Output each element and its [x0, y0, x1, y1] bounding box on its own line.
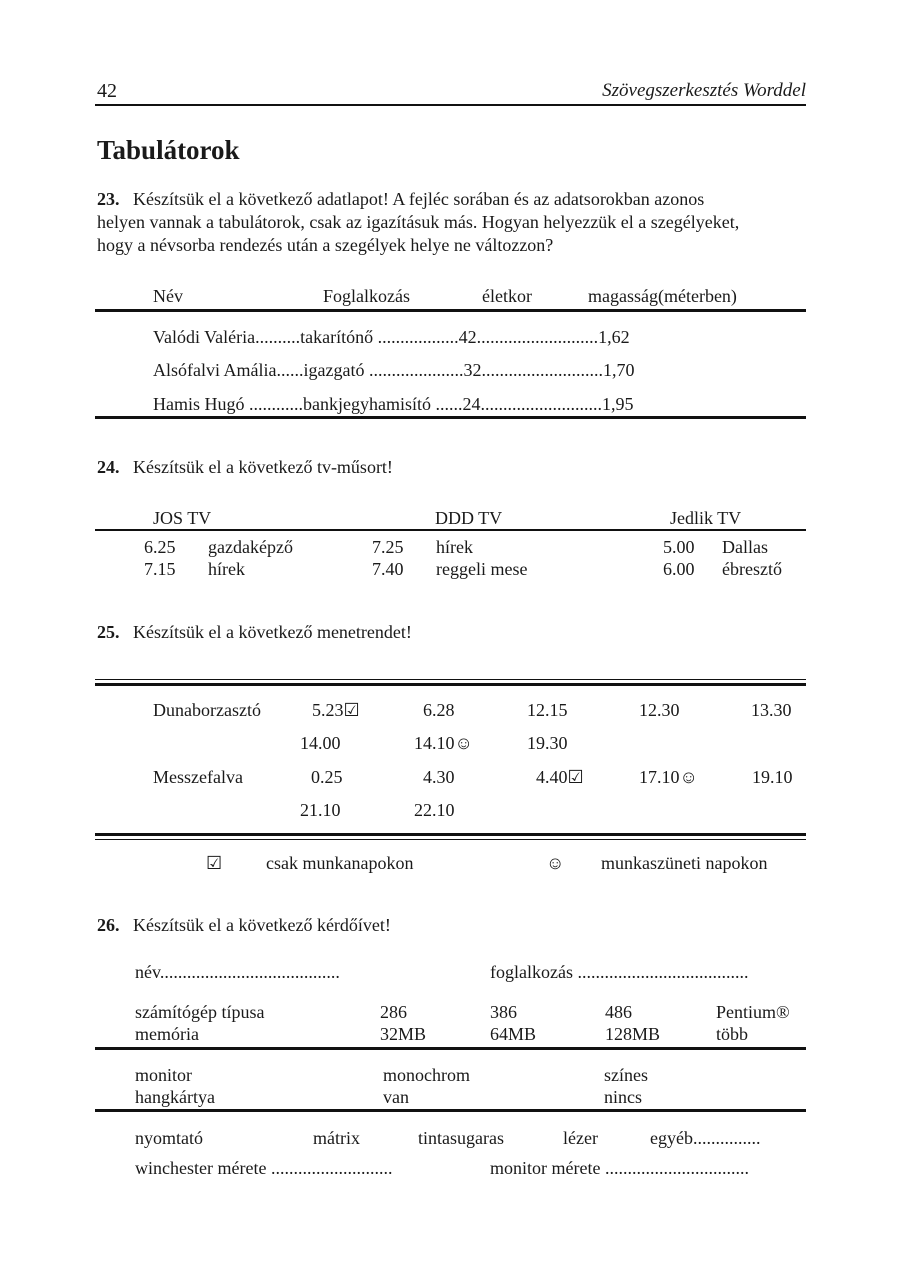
departure-time: 13.30 — [751, 700, 792, 720]
option-386[interactable]: 386 — [490, 1002, 517, 1022]
monitor-label: monitor — [135, 1065, 192, 1085]
tv-time: 5.00 — [663, 537, 695, 557]
option-matrix[interactable]: mátrix — [313, 1128, 360, 1148]
timetable-rule-top-thin — [95, 679, 806, 680]
option-monochrome[interactable]: monochrom — [383, 1065, 470, 1085]
name-field[interactable] — [135, 961, 340, 983]
departure-time: 12.30 — [639, 700, 680, 720]
option-128mb[interactable]: 128MB — [605, 1024, 661, 1044]
exercise-number: 24. — [97, 457, 120, 477]
exercise-23-line-2: helyen vannak a tabulátorok, csak az igazításuk más. Hogyan helyezzük el a szegélyeket, — [97, 212, 740, 232]
departure-time: 19.10 — [752, 767, 793, 787]
exercise-23-line-3: hogy a névsorba rendezés után a szegélyek helye ne változzon? — [97, 235, 554, 255]
departure-time: 6.28 — [423, 700, 455, 720]
table-row: Alsófalvi Amália......igazgató .....................32...........................1,70 — [153, 360, 635, 380]
departure-time: 14.10☺ — [414, 733, 473, 753]
option-no[interactable]: nincs — [604, 1087, 642, 1107]
smiley-icon: ☺ — [546, 853, 565, 873]
memory-label: memória — [135, 1024, 199, 1044]
exercise-number: 23. — [97, 189, 120, 209]
tv-show: Dallas — [722, 537, 768, 557]
option-286[interactable]: 286 — [380, 1002, 407, 1022]
header-rule — [95, 104, 806, 106]
departure-time: 0.25 — [311, 767, 343, 787]
option-more[interactable]: több — [716, 1024, 749, 1044]
option-yes[interactable]: van — [383, 1087, 409, 1107]
option-other[interactable]: egyéb............... — [650, 1128, 761, 1148]
tv-time: 7.15 — [144, 559, 176, 579]
timetable-rule-bottom-thin — [95, 839, 806, 840]
table-row: Valódi Valéria..........takarítónő ..................42...........................1,62 — [153, 327, 630, 347]
tv-show: hírek — [436, 537, 473, 557]
tv-header-rule — [95, 529, 806, 531]
exercise-number: 25. — [97, 622, 120, 642]
column-header-height: magasság(méterben) — [588, 286, 737, 306]
departure-time: 5.23☑ — [312, 700, 360, 720]
occupation-field[interactable] — [490, 961, 748, 983]
tv-show: hírek — [208, 559, 245, 579]
monitor-size-label: monitor mérete — [490, 1158, 601, 1178]
legend-label: munkaszüneti napokon — [601, 853, 768, 873]
monitor-size-fill-leader[interactable]: ................................ — [600, 1158, 749, 1178]
channel-header: DDD TV — [435, 508, 503, 528]
tv-time: 7.40 — [372, 559, 404, 579]
hdd-size-fill-leader[interactable]: ........................... — [266, 1158, 393, 1178]
other-fill-leader[interactable]: ............... — [692, 1128, 761, 1148]
channel-header: Jedlik TV — [670, 508, 742, 528]
exercise-24: 24. Készítsük el a következő tv-műsort! — [97, 457, 393, 477]
departure-time: 21.10 — [300, 800, 341, 820]
option-pentium[interactable]: Pentium® — [716, 1002, 790, 1022]
channel-header: JOS TV — [153, 508, 212, 528]
departure-time: 17.10☺ — [639, 767, 698, 787]
option-color[interactable]: színes — [604, 1065, 648, 1085]
printer-label: nyomtató — [135, 1128, 203, 1148]
tv-time: 7.25 — [372, 537, 404, 557]
monitor-size-field[interactable] — [490, 1157, 749, 1179]
column-header-occupation: Foglalkozás — [323, 286, 410, 306]
running-title: Szövegszerkesztés Worddel — [602, 80, 806, 101]
column-header-name: Név — [153, 286, 183, 306]
departure-time: 14.00 — [300, 733, 341, 753]
computer-type-label: számítógép típusa — [135, 1002, 265, 1022]
hdd-size-label: winchester mérete — [135, 1158, 267, 1178]
table-row: Hamis Hugó ............bankjegyhamisító ......24...........................1,95 — [153, 394, 634, 414]
option-32mb[interactable]: 32MB — [380, 1024, 427, 1044]
tv-show: reggeli mese — [436, 559, 528, 579]
departure-time: 12.15 — [527, 700, 568, 720]
departure-time: 19.30 — [527, 733, 568, 753]
station-name: Messzefalva — [153, 767, 243, 787]
exercise-25: 25. Készítsük el a következő menetrendet! — [97, 622, 412, 642]
departure-time: 22.10 — [414, 800, 455, 820]
page-number: 42 — [97, 80, 117, 102]
tv-show: ébresztő — [722, 559, 782, 579]
option-486[interactable]: 486 — [605, 1002, 632, 1022]
soundcard-label: hangkártya — [135, 1087, 215, 1107]
questionnaire-rule-1 — [95, 1047, 806, 1050]
hdd-size-field[interactable] — [135, 1157, 392, 1179]
exercise-number: 26. — [97, 915, 120, 935]
occupation-label: foglalkozás — [490, 962, 573, 982]
timetable-rule-top-thick — [95, 683, 806, 686]
exercise-23-line-1: 23. Készítsük el a következő adatlapot! A fejléc sorában és az adatsorokban azonos — [97, 189, 705, 209]
tv-time: 6.00 — [663, 559, 695, 579]
departure-time: 4.40☑ — [536, 767, 584, 787]
checkbox-checked-icon: ☑ — [206, 853, 223, 873]
occupation-fill-leader[interactable]: ...................................... — [572, 962, 749, 982]
legend-label: csak munkanapokon — [266, 853, 414, 873]
table-rule-top — [95, 309, 806, 312]
timetable-rule-bottom-thick — [95, 833, 806, 836]
tv-time: 6.25 — [144, 537, 176, 557]
table-rule-bottom — [95, 416, 806, 419]
station-name: Dunaborzasztó — [153, 700, 261, 720]
option-laser[interactable]: lézer — [563, 1128, 598, 1148]
section-title: Tabulátorok — [97, 135, 240, 165]
questionnaire-rule-2 — [95, 1109, 806, 1112]
option-64mb[interactable]: 64MB — [490, 1024, 537, 1044]
column-header-age: életkor — [482, 286, 532, 306]
name-fill-leader[interactable]: ........................................ — [159, 962, 340, 982]
departure-time: 4.30 — [423, 767, 455, 787]
option-inkjet[interactable]: tintasugaras — [418, 1128, 504, 1148]
name-label: név — [135, 962, 160, 982]
tv-show: gazdaképző — [208, 537, 293, 557]
exercise-26: 26. Készítsük el a következő kérdőívet! — [97, 915, 391, 935]
